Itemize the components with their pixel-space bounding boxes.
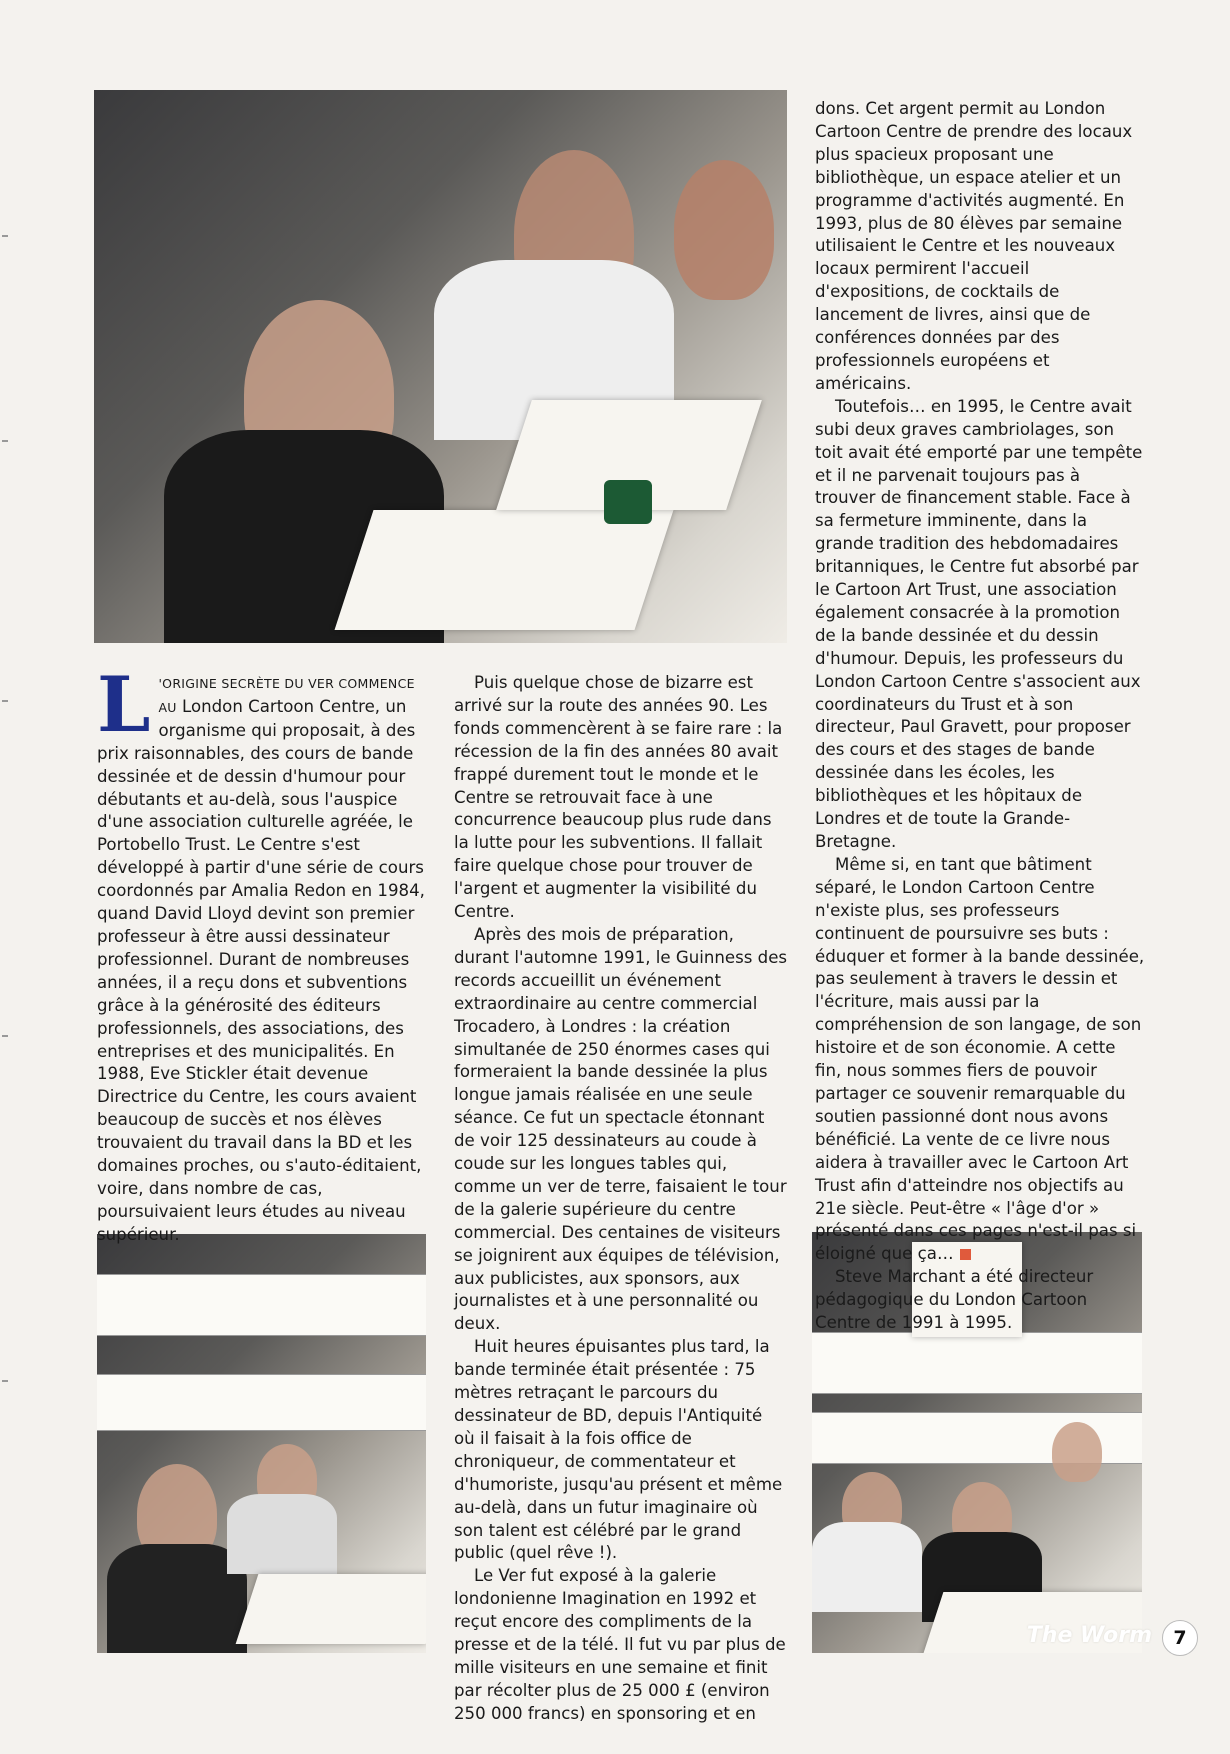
closing-text: Même si, en tant que bâtiment séparé, le London Cartoon Centre n'existe plus, ses professeurs continuent de poursuivre ses buts : éduquer et former à la bande dessinée, pas seulement à travers le dessin et l'écriture, mais aussi par la compréhension de son langage, de son histoire et de son économie. A cette fin, nous sommes fiers de pouvoir partager ce souvenir remarquable du soutien passionné dont nous avons bénéficié. La vente de ce livre nous aidera à travailler avec le Cartoon Art Trust afin d'atteindre nos objectifs au 21e siècle. Peut-être « l'âge d'or » présenté dans ces pages n'est-il pas si éloigné que ça… bbox=[815, 854, 1145, 1264]
binding-mark bbox=[2, 1035, 8, 1037]
binding-mark bbox=[2, 440, 8, 442]
page-number: 7 bbox=[1162, 1620, 1198, 1656]
paragraph: Puis quelque chose de bizarre est arrivé sur la route des années 90. Les fonds commencèrent à se faire rare : la récession de la fin des années 80 avait frappé durement tout le monde et le Centre se retrouvait face à une concurrence beaucoup plus rude dans la lutte pour les subventions. Il fallait faire quelque chose pour trouver de l'argent et augmenter la visibilité du Centre. bbox=[454, 673, 783, 922]
article-column-2 bbox=[454, 672, 788, 1726]
binding-mark bbox=[2, 235, 8, 237]
lead-in-smallcaps: 'ORIGINE SECRÈTE DU VER COMMENCE AU bbox=[158, 676, 415, 715]
paragraph: dons. Cet argent permit au London Cartoon Centre de prendre des locaux plus spacieux proposant une bibliothèque, un espace atelier et un programme d'activités augmenté. En 1993, plus de 80 élèves par semaine utilisaient le Centre et les nouveaux locaux permirent l'accueil d'expositions, de cocktails de lancement de livres, ainsi que de conférences données par des professionnels européens et américains. bbox=[815, 99, 1133, 393]
photo-cartoonists-at-table bbox=[94, 90, 787, 643]
paragraph bbox=[815, 854, 1145, 1266]
article-intro-paragraph bbox=[97, 660, 427, 1247]
intro-body: London Cartoon Centre, un organisme qui proposait, à des prix raisonnables, des cours de bande dessinée et de dessin d'humour pour débutants et au-delà, sous l'auspice d'une association culturelle agréée, le Portobello Trust. Le Centre s'est développé à partir d'une série de cours coordonnés par Amalia Redon en 1984, quand David Lloyd devint son premier professeur à être aussi dessinateur professionnel. Durant de nombreuses années, il a reçu dons et subventions grâce à la générosité des éditeurs professionnels, des associations, des entreprises et des municipalités. En 1988, Eve Stickler était devenue Directrice du Centre, les cours avaient beaucoup de succès et nos élèves trouvaient du travail dans la BD et les domaines proches, ou s'auto-éditaient, voire, dans nombre de cas, poursuivaient leurs études au niveau supérieur. bbox=[97, 696, 425, 1244]
magazine-title: The Worm bbox=[1026, 1623, 1152, 1648]
drop-cap: L bbox=[97, 660, 151, 749]
paragraph: Le Ver fut exposé à la galerie londonienne Imagination en 1992 et reçut encore des compliments de la presse et de la télé. Il fut vu par plus de mille visiteurs en une semaine et finit par récolter plus de 25 000 £ (environ 250 000 francs) en sponsoring et en bbox=[454, 1566, 786, 1723]
paragraph: Après des mois de préparation, durant l'automne 1991, le Guinness des records accueillit un événement extraordinaire au centre commercial Trocadero, à Londres : la création simultanée de 250 énormes cases qui formeraient la bande dessinée la plus longue jamais réalisée en une seule séance. Ce fut un spectacle étonnant de voir 125 dessinateurs au coude à coude sur les longues tables qui, comme un ver de terre, faisaient le tour de la galerie supérieure du centre commercial. Des centaines de visiteurs se joignirent aux équipes de télévision, aux publicistes, aux sponsors, aux journalistes et à une personnalité ou deux. bbox=[454, 924, 788, 1334]
author-credit: Steve Marchant a été directeur pédagogique du London Cartoon Centre de 1991 à 1995. bbox=[815, 1267, 1094, 1333]
article-column-3 bbox=[815, 98, 1145, 1335]
article-column-1 bbox=[97, 660, 427, 1247]
binding-mark bbox=[2, 1380, 8, 1382]
paragraph: Huit heures épuisantes plus tard, la bande terminée était présentée : 75 mètres retraçant le parcours du dessinateur de BD, depuis l'Antiquité où il faisait à la fois office de chroniqueur, de commentateur et d'humoriste, jusqu'au présent et même au-delà, dans un futur imaginaire où son talent est célébré par le grand public (quel rêve !). bbox=[454, 1337, 783, 1563]
paragraph: Toutefois… en 1995, le Centre avait subi deux graves cambriolages, son toit avait été emporté par une tempête et il ne parvenait toujours pas à trouver de financement stable. Face à sa fermeture imminente, dans la grande tradition des hebdomadaires britanniques, le Centre fut absorbé par le Cartoon Art Trust, une association également consacrée à la promotion de la bande dessinée et du dessin d'humour. Depuis, les professeurs du London Cartoon Centre s'associent aux coordinateurs du Trust et à son directeur, Paul Gravett, pour proposer des cours et des stages de bande dessinée dans les écoles, les bibliothèques et les hôpitaux de Londres et de toute la Grande-Bretagne. bbox=[815, 396, 1143, 851]
binding-mark bbox=[2, 700, 8, 702]
photo-long-comic-table bbox=[97, 1234, 426, 1653]
end-mark-icon bbox=[960, 1249, 971, 1260]
